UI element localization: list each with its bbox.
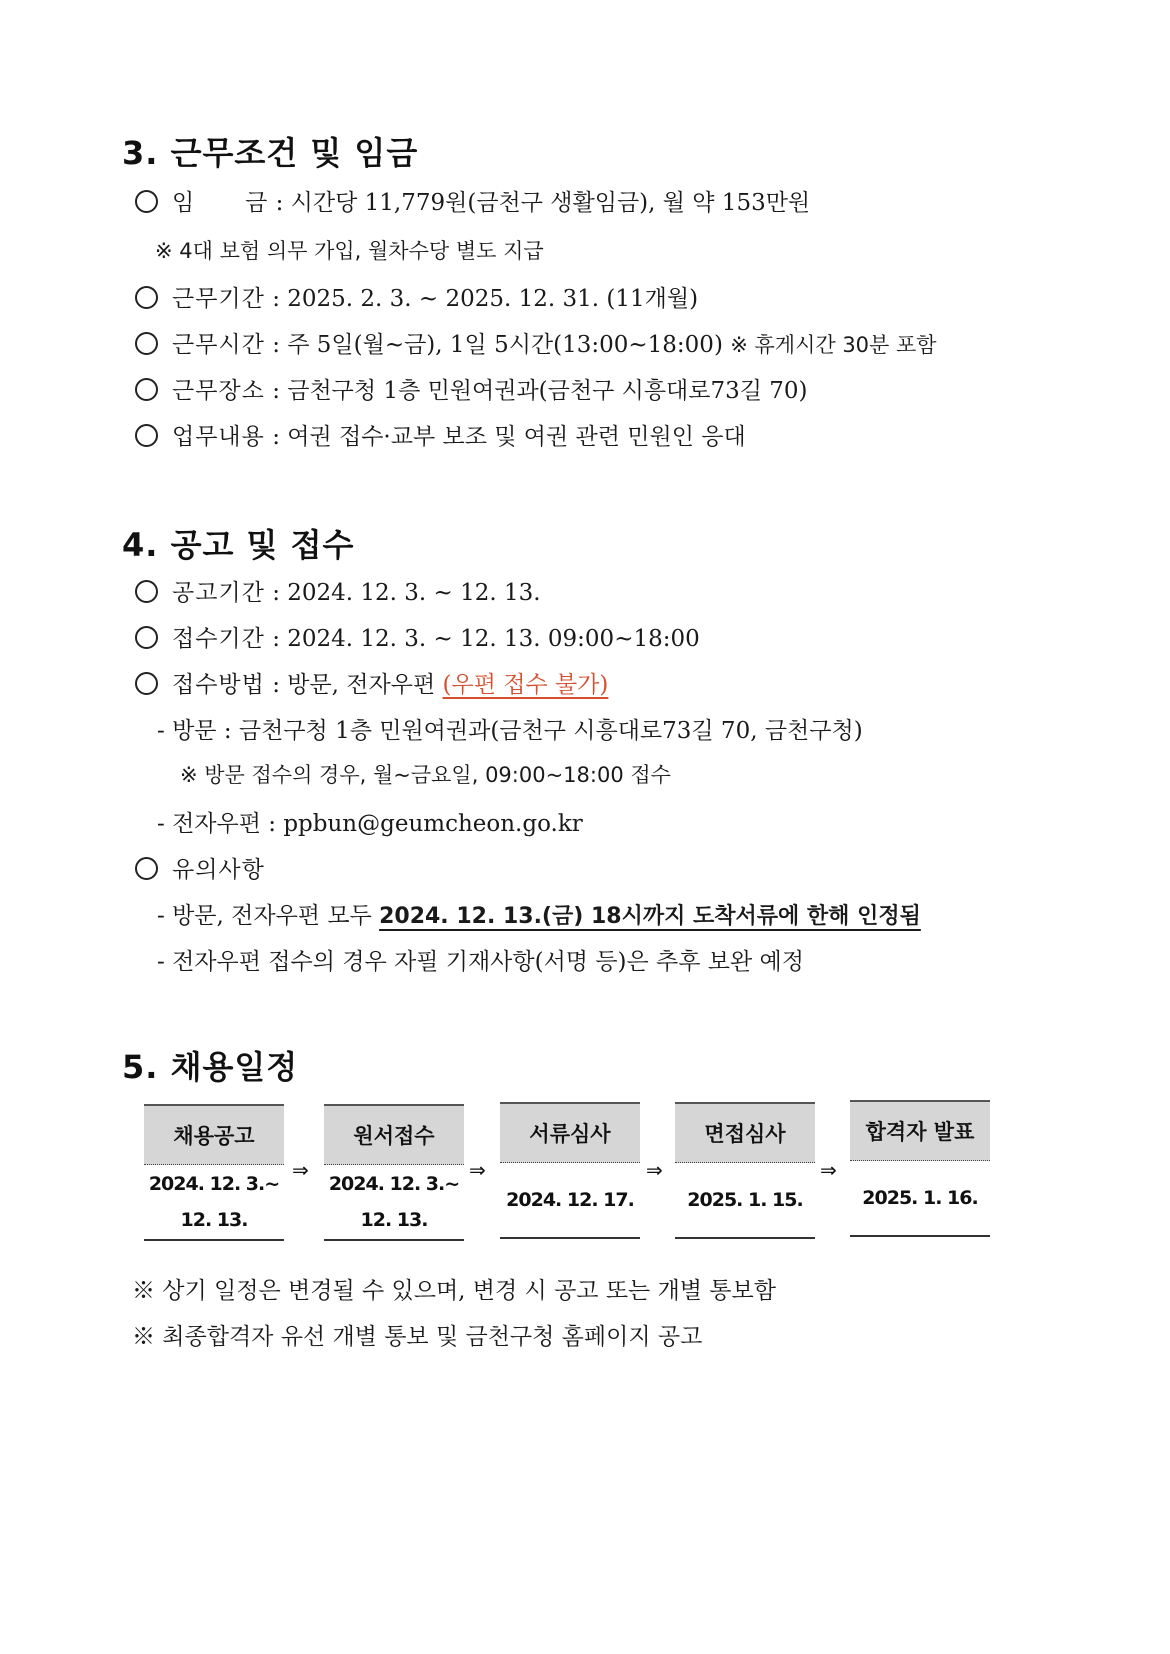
schedule-step-announcement [850, 1100, 990, 1237]
circle-bullet-icon [135, 424, 158, 447]
step-date-line2: 12. 13. [360, 1209, 428, 1231]
caution-item-1 [157, 897, 921, 930]
wage-value: : 시간당 11,779원(금천구 생활임금), 월 약 153만원 [275, 190, 811, 216]
method-warning: (우편 접수 불가) [442, 672, 609, 698]
wage-label: 임 금 [172, 190, 269, 216]
circle-bullet-icon [135, 190, 158, 213]
caution1-prefix: - 방문, 전자우편 모두 [157, 903, 380, 929]
wage-note: ※ 4대 보험 의무 가입, 월차수당 별도 지급 [155, 239, 544, 263]
notice-value: : 2024. 12. 3. ~ 12. 13. [272, 580, 541, 606]
schedule-step-interview [675, 1102, 815, 1239]
hours-line [135, 326, 937, 359]
receipt-value: : 2024. 12. 3. ~ 12. 13. 09:00~18:00 [272, 626, 700, 652]
step-label: 면접심사 [675, 1102, 815, 1163]
hours-value: : 주 5일(월~금), 1일 5시간(13:00~18:00) [272, 332, 723, 358]
period-value: : 2025. 2. 3. ~ 2025. 12. 31. (11개월) [272, 286, 699, 312]
period-label: 근무기간 [172, 286, 265, 312]
step-date [324, 1165, 464, 1241]
circle-bullet-icon [135, 857, 158, 880]
place-value: : 금천구청 1층 민원여권과(금천구 시흥대로73길 70) [272, 378, 808, 404]
method-line [135, 666, 608, 699]
step-date [144, 1165, 284, 1241]
section-4-title: 4. 공고 및 접수 [122, 526, 355, 564]
section-3-title: 3. 근무조건 및 임금 [122, 134, 419, 172]
method-label: 접수방법 [172, 672, 265, 698]
caution-item-2: - 전자우편 접수의 경우 자필 기재사항(서명 등)은 추후 보완 예정 [157, 949, 804, 975]
step-label: 서류심사 [500, 1102, 640, 1163]
step-date [675, 1163, 815, 1239]
period-line [135, 280, 698, 313]
receipt-label: 접수기간 [172, 626, 265, 652]
circle-bullet-icon [135, 378, 158, 401]
place-line [135, 372, 808, 405]
step-label: 채용공고 [144, 1104, 284, 1165]
place-label: 근무장소 [172, 378, 265, 404]
circle-bullet-icon [135, 672, 158, 695]
receipt-line [135, 620, 700, 653]
arrow-icon: ⇒ [292, 1158, 309, 1182]
arrow-icon: ⇒ [646, 1158, 663, 1182]
step-date-line1: 2024. 12. 17. [506, 1189, 634, 1211]
step-date-line1: 2024. 12. 3.~ [328, 1173, 460, 1195]
schedule-note-2: ※ 최종합격자 유선 개별 통보 및 금천구청 홈페이지 공고 [132, 1324, 703, 1350]
schedule-step-document-review [500, 1102, 640, 1239]
arrow-icon: ⇒ [820, 1158, 837, 1182]
caution-label: 유의사항 [172, 857, 265, 883]
visit-line: - 방문 : 금천구청 1층 민원여권과(금천구 시흥대로73길 70, 금천구청) [157, 718, 863, 744]
notice-line [135, 574, 541, 607]
arrow-icon: ⇒ [469, 1158, 486, 1182]
caution1-emphasis: 2024. 12. 13.(금) 18시까지 도착서류에 한해 인정됨 [379, 904, 921, 929]
step-date-line1: 2025. 1. 15. [687, 1189, 803, 1211]
step-date-line1: 2025. 1. 16. [862, 1187, 978, 1209]
schedule-note-1: ※ 상기 일정은 변경될 수 있으며, 변경 시 공고 또는 개별 통보함 [132, 1278, 776, 1304]
email-line: - 전자우편 : ppbun@geumcheon.go.kr [157, 811, 583, 837]
circle-bullet-icon [135, 626, 158, 649]
circle-bullet-icon [135, 286, 158, 309]
duty-line [135, 418, 746, 451]
step-date [500, 1163, 640, 1239]
step-label: 원서접수 [324, 1104, 464, 1165]
circle-bullet-icon [135, 580, 158, 603]
section-5-title: 5. 채용일정 [122, 1048, 299, 1086]
duty-value: : 여권 접수·교부 보조 및 여권 관련 민원인 응대 [272, 424, 746, 450]
circle-bullet-icon [135, 332, 158, 355]
step-label: 합격자 발표 [850, 1100, 990, 1161]
hours-label: 근무시간 [172, 332, 265, 358]
step-date-line1: 2024. 12. 3.~ [148, 1173, 280, 1195]
hours-note: ※ 휴게시간 30분 포함 [730, 333, 937, 357]
caution-line [135, 851, 265, 884]
visit-note: ※ 방문 접수의 경우, 월~금요일, 09:00~18:00 접수 [180, 763, 671, 787]
duty-label: 업무내용 [172, 424, 265, 450]
method-value: : 방문, 전자우편 [272, 672, 443, 698]
schedule-step-posting [144, 1104, 284, 1241]
notice-label: 공고기간 [172, 580, 265, 606]
wage-line [135, 184, 810, 217]
step-date-line2: 12. 13. [180, 1209, 248, 1231]
schedule-step-application [324, 1104, 464, 1241]
step-date [850, 1161, 990, 1237]
